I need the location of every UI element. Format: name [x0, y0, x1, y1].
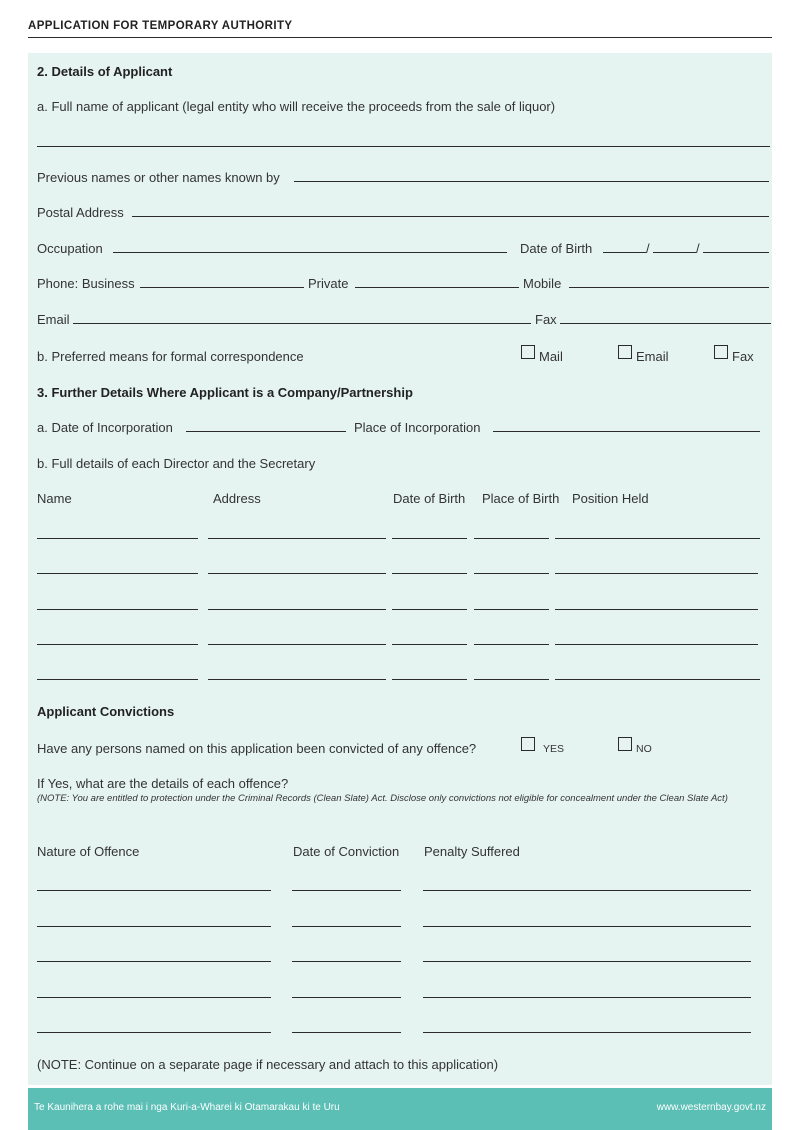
director-name-field[interactable]: [37, 538, 198, 539]
offence-penalty-field[interactable]: [423, 926, 751, 927]
col-conviction-date-header: Date of Conviction: [293, 844, 400, 859]
col-dob-header: Date of Birth: [393, 491, 466, 506]
directors-label: b. Full details of each Director and the Secretary: [37, 456, 316, 471]
phone-business-field[interactable]: [140, 287, 304, 288]
occupation-field[interactable]: [113, 252, 507, 253]
incorporation-place-field[interactable]: [493, 431, 760, 432]
director-position-field[interactable]: [555, 609, 758, 610]
offence-date-field[interactable]: [292, 997, 401, 998]
phone-business-label: Phone: Business: [37, 276, 135, 291]
section-3-heading: 3. Further Details Where Applicant is a Company/Partnership: [37, 385, 413, 400]
postal-address-field[interactable]: [132, 216, 769, 217]
col-pob-header: Place of Birth: [482, 491, 560, 506]
director-address-field[interactable]: [208, 538, 386, 539]
director-dob-field[interactable]: [392, 609, 467, 610]
offence-nature-field[interactable]: [37, 890, 271, 891]
postal-address-label: Postal Address: [37, 205, 124, 220]
previous-names-field[interactable]: [294, 181, 769, 182]
director-address-field[interactable]: [208, 609, 386, 610]
offence-nature-field[interactable]: [37, 961, 271, 962]
pref-fax-checkbox[interactable]: [714, 345, 728, 359]
pref-mail-label: Mail: [539, 349, 563, 364]
email-label: Email: [37, 312, 70, 327]
document-header: [28, 16, 772, 38]
convicted-yes-checkbox[interactable]: [521, 737, 535, 751]
offence-date-field[interactable]: [292, 1032, 401, 1033]
convicted-no-label: NO: [636, 743, 652, 755]
fax-field[interactable]: [560, 323, 771, 324]
pref-email-checkbox[interactable]: [618, 345, 632, 359]
incorporation-date-field[interactable]: [186, 431, 346, 432]
phone-private-field[interactable]: [355, 287, 519, 288]
offence-date-field[interactable]: [292, 890, 401, 891]
director-position-field[interactable]: [555, 644, 758, 645]
offence-nature-field[interactable]: [37, 926, 271, 927]
director-position-field[interactable]: [555, 573, 758, 574]
convictions-question: Have any persons named on this application been convicted of any offence?: [37, 741, 477, 756]
dob-month-field[interactable]: [653, 252, 696, 253]
pref-fax-label: Fax: [732, 349, 754, 364]
offence-nature-field[interactable]: [37, 1032, 271, 1033]
convicted-yes-label: YES: [543, 743, 565, 755]
col-offence-header: Nature of Offence: [37, 844, 140, 859]
clean-slate-note: (NOTE: You are entitled to protection under the Criminal Records (Clean Slate) Act. Disclose only convictions not eligible for concealment under the Clean Slate Act): [37, 793, 728, 804]
col-name-header: Name: [37, 491, 72, 506]
dob-day-field[interactable]: [603, 252, 646, 253]
director-dob-field[interactable]: [392, 538, 467, 539]
offence-details-label: If Yes, what are the details of each offence?: [37, 776, 289, 791]
offence-nature-field[interactable]: [37, 997, 271, 998]
pref-mail-checkbox[interactable]: [521, 345, 535, 359]
director-address-field[interactable]: [208, 573, 386, 574]
fax-label: Fax: [535, 312, 557, 327]
offence-penalty-field[interactable]: [423, 890, 751, 891]
director-pob-field[interactable]: [474, 679, 549, 680]
director-pob-field[interactable]: [474, 538, 549, 539]
full-name-field[interactable]: [37, 146, 770, 147]
director-pob-field[interactable]: [474, 644, 549, 645]
col-position-header: Position Held: [572, 491, 649, 506]
incorporation-date-label: a. Date of Incorporation: [37, 420, 173, 435]
dob-separator-1: /: [646, 241, 650, 256]
phone-private-label: Private: [308, 276, 349, 291]
director-pob-field[interactable]: [474, 609, 549, 610]
director-address-field[interactable]: [208, 644, 386, 645]
director-position-field[interactable]: [555, 538, 760, 539]
pref-email-label: Email: [636, 349, 669, 364]
director-dob-field[interactable]: [392, 644, 467, 645]
col-address-header: Address: [213, 491, 261, 506]
continue-note: (NOTE: Continue on a separate page if necessary and attach to this application): [37, 1057, 499, 1072]
offence-date-field[interactable]: [292, 926, 401, 927]
section-2-heading: 2. Details of Applicant: [37, 64, 173, 79]
director-pob-field[interactable]: [474, 573, 549, 574]
footer-bar: [28, 1088, 772, 1130]
form-panel: [28, 53, 772, 1085]
director-dob-field[interactable]: [392, 573, 467, 574]
mobile-label: Mobile: [523, 276, 562, 291]
mobile-field[interactable]: [569, 287, 769, 288]
director-name-field[interactable]: [37, 679, 198, 680]
director-name-field[interactable]: [37, 609, 198, 610]
footer-council-name: Te Kaunihera a rohe mai i nga Kuri-a-Wharei ki Otamarakau ki te Uru: [34, 1102, 340, 1113]
director-position-field[interactable]: [555, 679, 760, 680]
director-address-field[interactable]: [208, 679, 386, 680]
dob-year-field[interactable]: [703, 252, 769, 253]
incorporation-place-label: Place of Incorporation: [354, 420, 481, 435]
email-field[interactable]: [73, 323, 531, 324]
director-name-field[interactable]: [37, 573, 198, 574]
offence-date-field[interactable]: [292, 961, 401, 962]
director-name-field[interactable]: [37, 644, 198, 645]
convictions-heading: Applicant Convictions: [37, 704, 175, 719]
preferred-correspondence-label: b. Preferred means for formal correspondence: [37, 349, 304, 364]
director-dob-field[interactable]: [392, 679, 467, 680]
document-title: APPLICATION FOR TEMPORARY AUTHORITY: [28, 20, 293, 32]
offence-penalty-field[interactable]: [423, 1032, 751, 1033]
previous-names-label: Previous names or other names known by: [37, 170, 280, 185]
col-penalty-header: Penalty Suffered: [424, 844, 520, 859]
date-of-birth-label: Date of Birth: [520, 241, 593, 256]
full-name-label: a. Full name of applicant (legal entity who will receive the proceeds from the sale of liquor): [37, 99, 556, 114]
convicted-no-checkbox[interactable]: [618, 737, 632, 751]
dob-separator-2: /: [696, 241, 700, 256]
footer-website-link[interactable]: www.westernbay.govt.nz: [656, 1102, 766, 1113]
offence-penalty-field[interactable]: [423, 997, 751, 998]
occupation-label: Occupation: [37, 241, 103, 256]
offence-penalty-field[interactable]: [423, 961, 751, 962]
